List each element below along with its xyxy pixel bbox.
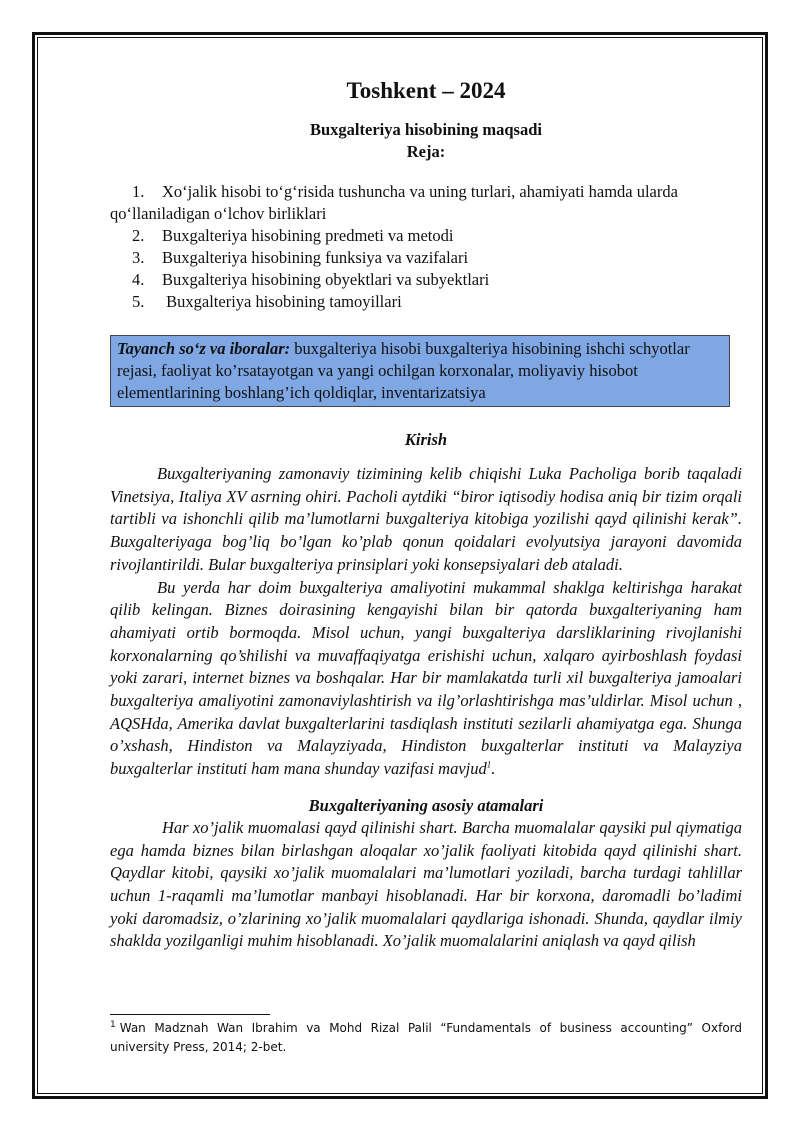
footnote-number: 1 xyxy=(110,1020,116,1030)
footnote-text: Wan Madznah Wan Ibrahim va Mohd Rizal Palil “Fundamentals of business accounting” Oxford university Press, 2014; 2-bet. xyxy=(110,1021,742,1054)
plan-item: 3. Buxgalteriya hisobining funksiya va vazifalari xyxy=(132,248,469,267)
plan-list xyxy=(110,181,742,313)
keywords-text: buxgalteriya hisobi buxgalteriya hisobining ishchi schyotlar rejasi, faoliyat ko’rsatayotgan va yangi ochilgan korxonalar, moliyaviy hisobot elementlarining boshlang’ich qoldiqlar, inventarizatsiya xyxy=(117,339,690,402)
plan-item: 5. Buxgalteriya hisobining tamoyillari xyxy=(132,292,402,311)
intro-paragraph-1: Buxgalteriyaning zamonaviy tizimining kelib chiqishi Luka Pacholiga borib taqaladi Vinetsiya, Italiya XV asrning ohiri. Pacholi aytdiki “biror iqtisodiy hodisa aniq bir tizim orqali tartibli va ishonchli qilib ma’lumotlarni buxgalteriya kitobiga yozilishi qayd qilinishi kerak”. Buxgalteriyaga bog’liq bo’lgan ko’plab qonun qoidalari evolyutsiya jarayoni davomida rivojlantirildi. Bular buxgalteriya prinsiplari yoki konsepsiyalari deb ataladi. xyxy=(110,464,742,574)
terms-heading: Buxgalteriyaning asosiy atamalari xyxy=(308,795,544,815)
terms-paragraph: Har xo’jalik muomalasi qayd qilinishi shart. Barcha muomalalar qaysiki pul qiymatiga ega hamda biznes bilan birlashgan aloqalar xo’jalik faoliyati kitobida qayd qilinishi shart. Qaydlar kitobi, qaysiki xo’jalik muomalalari ma’lumotlari yoziladi, barcha turdagi tahlillar uchun 1-raqamli ma’lumotlar manbayi hisoblanadi. Har bir korxona, daromadli bo’ladimi yoki daromadsiz, o’zlarining xo’jalik muomalalari qaydlariga ishonadi. Shunda, qaydlar ilmiy shaklda yozilganligi muhim hisoblanadi. Xo’jalik muomalalarini aniqlash va qayd qilish xyxy=(110,817,742,951)
plan-item: 1. Xo‘jalik hisobi to‘g‘risida tushuncha va uning turlari, ahamiyati hamda ularda qo‘llaniladigan o‘lchov birliklari xyxy=(110,182,678,223)
keywords-box xyxy=(110,335,730,407)
intro-paragraph-2: Bu yerda har doim buxgalteriya amaliyotini mukammal shaklga keltirishga harakat qilib kelingan. Biznes doirasining kengayishi bilan bir qatorda buxgalteriyaning ham ahamiyati ortib bormoqda. Misol uchun, yangi buxgalteriya darsliklarining rivojlanishi korxonalarning qo’shilishi va muvaffaqiyatga erishishi uchun, xalqaro ayirboshlash foydasi yoki zarari, internet biznes va boshqalar. Har bir mamlakatda turli xil buxgalteriya jamoalari buxgalteriya amaliyotini zamonaviylashtirish va ilg’orlashtirishga mas’uldirlar. Misol uchun , AQSHda, Amerika davlat buxgalterlarini tasdiqlash instituti sezilarli ahamiyatga ega. Shunga o’xshash, Hindiston va Malayziyada, Hindiston buxgalterlar instituti va Malayziya buxgalterlar instituti ham mana shunday vazifasi mavjud$^1$. xyxy=(110,577,742,779)
topic-title: Buxgalteriya hisobining maqsadi xyxy=(310,120,542,139)
document-body xyxy=(110,75,742,953)
intro-heading: Kirish xyxy=(404,430,448,449)
plan-label: Reja: xyxy=(406,142,446,161)
footnote xyxy=(110,1019,742,1057)
city-year-title: Toshkent – 2024 xyxy=(346,78,506,103)
footnote-reference: 1 xyxy=(486,759,492,770)
plan-item: 4. Buxgalteriya hisobining obyektlari va subyektlari xyxy=(132,270,490,289)
keywords-label: Tayanch so‘z va iboralar: xyxy=(117,339,291,358)
footnote-separator xyxy=(110,1014,270,1015)
plan-item: 2. Buxgalteriya hisobining predmeti va metodi xyxy=(132,226,454,245)
